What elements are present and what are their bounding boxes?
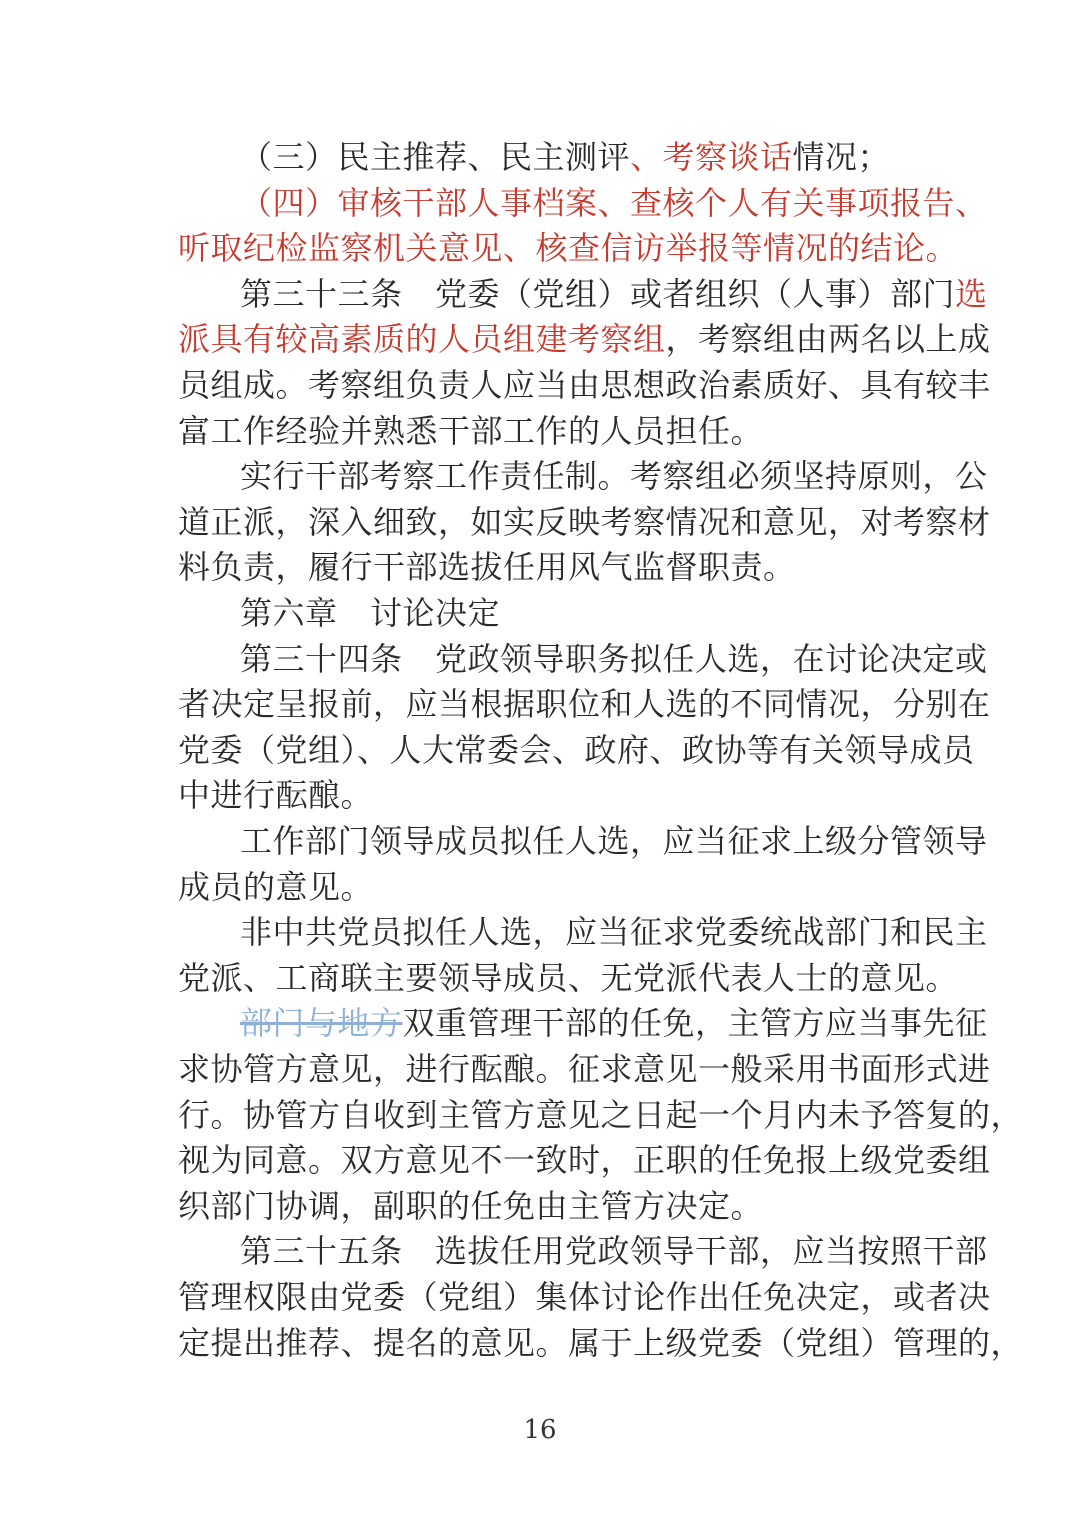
text-segment: 党派、工商联主要领导成员、无党派代表人士的意见。 [178, 958, 959, 997]
text-line [240, 909, 1000, 955]
text-segment: 视为同意。双方意见不一致时，正职的任免报上级党委组 [178, 1141, 991, 1180]
text-line [178, 681, 991, 727]
text-line [178, 864, 938, 910]
text-line [240, 1000, 1000, 1046]
text-segment: 情况； [792, 138, 891, 176]
text-line [240, 590, 1000, 636]
page-number: 16 [523, 1415, 557, 1445]
text-segment: 党委（党组）、人大常委会、政府、政协等有关领导成员 [178, 730, 975, 769]
text-segment: 者决定呈报前，应当根据职位和人选的不同情况，分别在 [178, 685, 991, 724]
text-line [178, 1183, 938, 1229]
text-line [240, 453, 1000, 499]
text-segment: 定提出推荐、提名的意见。属于上级党委（党组）管理的， [178, 1323, 1024, 1362]
text-segment: 第三十三条 党委（党组）或者组织（人事）部门 [240, 274, 956, 313]
text-segment: （三）民主推荐、民主测评 [240, 138, 631, 176]
text-line [240, 636, 1000, 682]
text-segment: 中进行酝酿。 [178, 776, 374, 815]
text-segment: 成员的意见。 [178, 867, 374, 906]
text-line [178, 1137, 991, 1183]
text-segment: 求协管方意见，进行酝酿。征求意见一般采用书面形式进 [178, 1050, 991, 1088]
highlighted-text: （四）审核干部人事档案、查核个人有关事项报告、 [240, 183, 988, 222]
text-line [240, 134, 1000, 180]
highlighted-text: 、考察谈话 [630, 138, 793, 176]
text-line [178, 772, 938, 818]
text-line [178, 955, 959, 1001]
text-line [178, 1092, 1024, 1138]
text-segment: 行。协管方自收到主管方意见之日起一个月内未予答复的， [178, 1095, 1024, 1134]
text-line [178, 225, 959, 271]
text-segment: 管理权限由党委（党组）集体讨论作出任免决定，或者决 [178, 1278, 991, 1316]
text-segment: 员组成。考察组负责人应当由思想政治素质好、具有较丰 [178, 366, 991, 404]
text-segment: 第六章 讨论决定 [240, 594, 501, 632]
text-line [178, 1320, 1024, 1366]
text-segment: 道正派，深入细致，如实反映考察情况和意见，对考察材 [178, 502, 991, 541]
text-line [240, 1228, 1000, 1274]
text-segment: ，考察组由两名以上成 [665, 320, 991, 359]
text-line [178, 1274, 991, 1320]
text-segment: 非中共党员拟任人选，应当征求党委统战部门和民主 [240, 913, 988, 952]
text-line [178, 499, 991, 545]
text-line [178, 362, 991, 408]
text-line [178, 544, 938, 590]
text-line [178, 727, 975, 773]
text-segment: 双重管理干部的任免，主管方应当事先征 [402, 1004, 988, 1043]
text-segment: 工作部门领导成员拟任人选，应当征求上级分管领导 [240, 822, 988, 860]
text-line [178, 1046, 991, 1092]
text-segment: 第三十四条 党政领导职务拟任人选，在讨论决定或 [240, 639, 988, 678]
highlighted-text: 选 [955, 274, 988, 313]
text-segment: 富工作经验并熟悉干部工作的人员担任。 [178, 411, 764, 450]
text-segment: 织部门协调，副职的任免由主管方决定。 [178, 1186, 764, 1225]
text-segment: 料负责，履行干部选拔任用风气监督职责。 [178, 548, 796, 587]
text-line [240, 180, 1000, 226]
highlighted-text: 派具有较高素质的人员组建考察组 [178, 320, 666, 359]
text-line [178, 316, 991, 362]
text-line [178, 408, 938, 454]
text-line [240, 271, 1000, 317]
text-line [240, 818, 1000, 864]
text-segment: 实行干部考察工作责任制。考察组必须坚持原则，公 [240, 457, 988, 496]
text-segment: 第三十五条 选拔任用党政领导干部，应当按照干部 [240, 1232, 988, 1271]
struck-text: 部门与地方 [240, 1004, 403, 1043]
highlighted-text: 听取纪检监察机关意见、核查信访举报等情况的结论。 [178, 229, 959, 268]
